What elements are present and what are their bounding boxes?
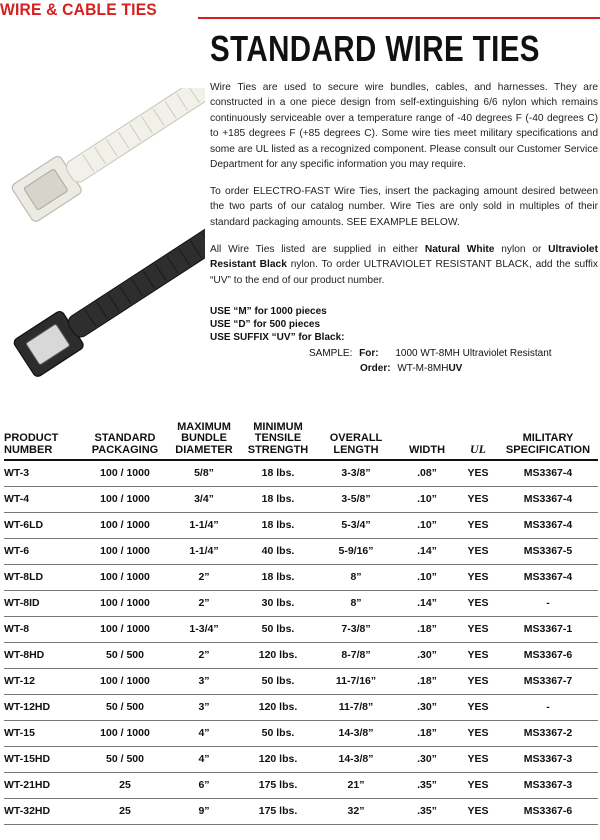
col-ul-header [458, 414, 498, 460]
col-standard-packaging-cell: 100 / 1000 [82, 512, 168, 538]
col-ul-cell: YES [458, 772, 498, 798]
col-min-tensile-strength-header: MINIMUM TENSILE STRENGTH [240, 414, 316, 460]
table-row [4, 798, 598, 824]
col-ul-cell: YES [458, 486, 498, 512]
col-min-tensile-strength-cell: 175 lbs. [240, 772, 316, 798]
col-product-number-cell: WT-15HD [4, 746, 82, 772]
col-ul-cell: YES [458, 642, 498, 668]
col-product-number-cell: WT-8ID [4, 590, 82, 616]
col-standard-packaging-cell: 25 [82, 798, 168, 824]
col-overall-length-cell: 3-3/8” [316, 460, 396, 486]
order-value-base: WT-M-8MH [397, 363, 449, 374]
col-min-tensile-strength-cell: 30 lbs. [240, 590, 316, 616]
col-military-spec-cell: MS3367-1 [498, 616, 598, 642]
col-width-cell: .18” [396, 720, 458, 746]
col-min-tensile-strength-cell: 175 lbs. [240, 798, 316, 824]
col-product-number-cell: WT-15 [4, 720, 82, 746]
col-military-spec-cell: MS3367-6 [498, 798, 598, 824]
col-min-tensile-strength-cell: 50 lbs. [240, 668, 316, 694]
white-wire-tie-image [10, 88, 205, 223]
table-row [4, 512, 598, 538]
sample-order-value [397, 363, 462, 374]
col-min-tensile-strength-cell: 18 lbs. [240, 460, 316, 486]
p3-text-2: nylon or [494, 244, 549, 255]
col-product-number-cell: WT-6LD [4, 512, 82, 538]
col-military-spec-cell: MS3367-3 [498, 746, 598, 772]
table-row [4, 564, 598, 590]
col-overall-length-cell: 5-9/16” [316, 538, 396, 564]
table-body [4, 460, 598, 824]
col-width-cell: .18” [396, 668, 458, 694]
col-ul-cell: YES [458, 460, 498, 486]
col-product-number-header: PRODUCT NUMBER [4, 414, 82, 460]
sample-label: SAMPLE: [309, 348, 353, 359]
col-overall-length-cell: 8” [316, 564, 396, 590]
table-row [4, 538, 598, 564]
col-overall-length-cell: 32” [316, 798, 396, 824]
table-row [4, 694, 598, 720]
col-min-tensile-strength-cell: 50 lbs. [240, 720, 316, 746]
col-width-cell: .10” [396, 564, 458, 590]
col-ul-cell: YES [458, 746, 498, 772]
col-ul-cell: YES [458, 798, 498, 824]
col-width-cell: .10” [396, 512, 458, 538]
black-wire-tie-image [12, 207, 205, 378]
col-max-bundle-diameter-cell: 2” [168, 564, 240, 590]
col-military-spec-cell: MS3367-2 [498, 720, 598, 746]
table-row [4, 616, 598, 642]
col-standard-packaging-cell: 100 / 1000 [82, 668, 168, 694]
table-row [4, 668, 598, 694]
col-standard-packaging-cell: 100 / 1000 [82, 720, 168, 746]
order-value-uv: UV [448, 363, 463, 374]
sample-order-label: Order: [360, 363, 391, 374]
col-min-tensile-strength-cell: 50 lbs. [240, 616, 316, 642]
table-row [4, 746, 598, 772]
col-max-bundle-diameter-cell: 9” [168, 798, 240, 824]
col-military-spec-header: MILITARY SPECIFICATION [498, 414, 598, 460]
uv-black-label: Ultraviolet Resistant Black [210, 244, 598, 271]
p3-text-1: All Wire Ties listed are supplied in either [210, 244, 425, 255]
col-width-cell: .14” [396, 590, 458, 616]
col-product-number-cell: WT-12 [4, 668, 82, 694]
col-max-bundle-diameter-header: MAXIMUM BUNDLE DIAMETER [168, 414, 240, 460]
col-product-number-cell: WT-8LD [4, 564, 82, 590]
col-width-cell: .18” [396, 616, 458, 642]
use-m-line: USE “M” for 1000 pieces [210, 306, 327, 317]
col-overall-length-cell: 8” [316, 590, 396, 616]
col-overall-length-cell: 8-7/8” [316, 642, 396, 668]
col-product-number-cell: WT-3 [4, 460, 82, 486]
col-min-tensile-strength-cell: 18 lbs. [240, 564, 316, 590]
col-max-bundle-diameter-cell: 4” [168, 720, 240, 746]
col-military-spec-cell: MS3367-6 [498, 642, 598, 668]
table-row [4, 720, 598, 746]
col-military-spec-cell: MS3367-4 [498, 460, 598, 486]
col-ul-cell: YES [458, 538, 498, 564]
col-min-tensile-strength-cell: 18 lbs. [240, 486, 316, 512]
col-overall-length-cell: 11-7/8” [316, 694, 396, 720]
ul-recognized-icon: UL [470, 441, 486, 456]
natural-white-label: Natural White [424, 244, 495, 255]
col-width-cell: .35” [396, 772, 458, 798]
col-width-cell: .30” [396, 694, 458, 720]
col-ul-cell: YES [458, 512, 498, 538]
col-product-number-cell: WT-6 [4, 538, 82, 564]
table-row [4, 590, 598, 616]
section-title: WIRE & CABLE TIES [0, 0, 157, 19]
col-max-bundle-diameter-cell: 1-1/4” [168, 538, 240, 564]
col-product-number-cell: WT-8HD [4, 642, 82, 668]
col-width-header: WIDTH [396, 414, 458, 460]
order-line [360, 363, 462, 374]
col-product-number-cell: WT-12HD [4, 694, 82, 720]
p3-text-3: nylon. To order ULTRAVIOLET RESISTANT BLACK, add the suffix “UV” to the end of our product number. [210, 259, 599, 286]
col-standard-packaging-cell: 100 / 1000 [82, 460, 168, 486]
col-standard-packaging-cell: 50 / 500 [82, 694, 168, 720]
col-military-spec-cell: MS3367-5 [498, 538, 598, 564]
intro-paragraph-2: To order ELECTRO-FAST Wire Ties, insert the packaging amount desired between the two parts of our catalog number. Wire Ties are only sold in multiples of their standard packaging amounts. SEE EXAMPLE BELOW. [210, 186, 598, 228]
col-product-number-cell: WT-4 [4, 486, 82, 512]
col-max-bundle-diameter-cell: 3” [168, 694, 240, 720]
packaging-suffix-list [210, 305, 344, 344]
col-overall-length-cell: 7-3/8” [316, 616, 396, 642]
col-max-bundle-diameter-cell: 1-3/4” [168, 616, 240, 642]
col-ul-cell: YES [458, 590, 498, 616]
col-standard-packaging-cell: 25 [82, 772, 168, 798]
col-max-bundle-diameter-cell: 6” [168, 772, 240, 798]
col-ul-cell: YES [458, 720, 498, 746]
col-min-tensile-strength-cell: 120 lbs. [240, 642, 316, 668]
header-bar [0, 0, 600, 24]
header-rule [198, 17, 600, 19]
col-overall-length-cell: 14-3/8” [316, 746, 396, 772]
use-d-line: USE “D” for 500 pieces [210, 319, 321, 330]
col-width-cell: .30” [396, 642, 458, 668]
col-ul-cell: YES [458, 668, 498, 694]
col-overall-length-cell: 21” [316, 772, 396, 798]
col-max-bundle-diameter-cell: 4” [168, 746, 240, 772]
col-overall-length-header: OVERALL LENGTH [316, 414, 396, 460]
use-uv-line: USE SUFFIX “UV” for Black: [210, 332, 345, 343]
col-military-spec-cell: - [498, 590, 598, 616]
col-military-spec-cell: MS3367-3 [498, 772, 598, 798]
sample-for-label: For: [359, 348, 379, 359]
col-min-tensile-strength-cell: 40 lbs. [240, 538, 316, 564]
col-military-spec-cell: - [498, 694, 598, 720]
col-ul-cell: YES [458, 694, 498, 720]
col-max-bundle-diameter-cell: 2” [168, 590, 240, 616]
col-standard-packaging-cell: 100 / 1000 [82, 564, 168, 590]
col-product-number-cell: WT-8 [4, 616, 82, 642]
col-overall-length-cell: 3-5/8” [316, 486, 396, 512]
table-row [4, 486, 598, 512]
col-width-cell: .08” [396, 460, 458, 486]
table-row [4, 642, 598, 668]
col-overall-length-cell: 5-3/4” [316, 512, 396, 538]
col-military-spec-cell: MS3367-4 [498, 564, 598, 590]
specification-table [4, 414, 598, 825]
table-row [4, 772, 598, 798]
col-max-bundle-diameter-cell: 3/4” [168, 486, 240, 512]
col-standard-packaging-cell: 50 / 500 [82, 746, 168, 772]
col-min-tensile-strength-cell: 18 lbs. [240, 512, 316, 538]
table-header-row [4, 414, 598, 460]
col-military-spec-cell: MS3367-4 [498, 486, 598, 512]
col-width-cell: .14” [396, 538, 458, 564]
table-row [4, 460, 598, 486]
col-width-cell: .35” [396, 798, 458, 824]
col-product-number-cell: WT-32HD [4, 798, 82, 824]
col-max-bundle-diameter-cell: 3” [168, 668, 240, 694]
sample-line [309, 348, 552, 359]
col-width-cell: .10” [396, 486, 458, 512]
intro-paragraph-3 [210, 242, 598, 288]
col-ul-cell: YES [458, 564, 498, 590]
col-standard-packaging-header: STANDARD PACKAGING [82, 414, 168, 460]
col-width-cell: .30” [396, 746, 458, 772]
col-standard-packaging-cell: 100 / 1000 [82, 590, 168, 616]
col-standard-packaging-cell: 100 / 1000 [82, 486, 168, 512]
col-military-spec-cell: MS3367-7 [498, 668, 598, 694]
intro-paragraph-1: Wire Ties are used to secure wire bundles, cables, and harnesses. They are constructed in a one piece design from self-extinguishing 6/6 nylon which remains continuously serviceable over a temperature range of -40 degrees F (-40 degrees C) to +185 degrees F (+85 degrees C). Some wire ties meet military specifications and some are UL listed as a recognized component. Please consult our Customer Service Department for any specific information you may require. [210, 82, 598, 171]
page-title: STANDARD WIRE TIES [210, 28, 540, 69]
col-overall-length-cell: 14-3/8” [316, 720, 396, 746]
col-product-number-cell: WT-21HD [4, 772, 82, 798]
col-military-spec-cell: MS3367-4 [498, 512, 598, 538]
col-standard-packaging-cell: 100 / 1000 [82, 538, 168, 564]
col-max-bundle-diameter-cell: 2” [168, 642, 240, 668]
product-images [0, 88, 205, 388]
col-max-bundle-diameter-cell: 5/8” [168, 460, 240, 486]
sample-for-value: 1000 WT-8MH Ultraviolet Resistant [395, 348, 552, 359]
col-min-tensile-strength-cell: 120 lbs. [240, 746, 316, 772]
col-standard-packaging-cell: 50 / 500 [82, 642, 168, 668]
col-standard-packaging-cell: 100 / 1000 [82, 616, 168, 642]
col-min-tensile-strength-cell: 120 lbs. [240, 694, 316, 720]
col-max-bundle-diameter-cell: 1-1/4” [168, 512, 240, 538]
col-overall-length-cell: 11-7/16” [316, 668, 396, 694]
col-ul-cell: YES [458, 616, 498, 642]
